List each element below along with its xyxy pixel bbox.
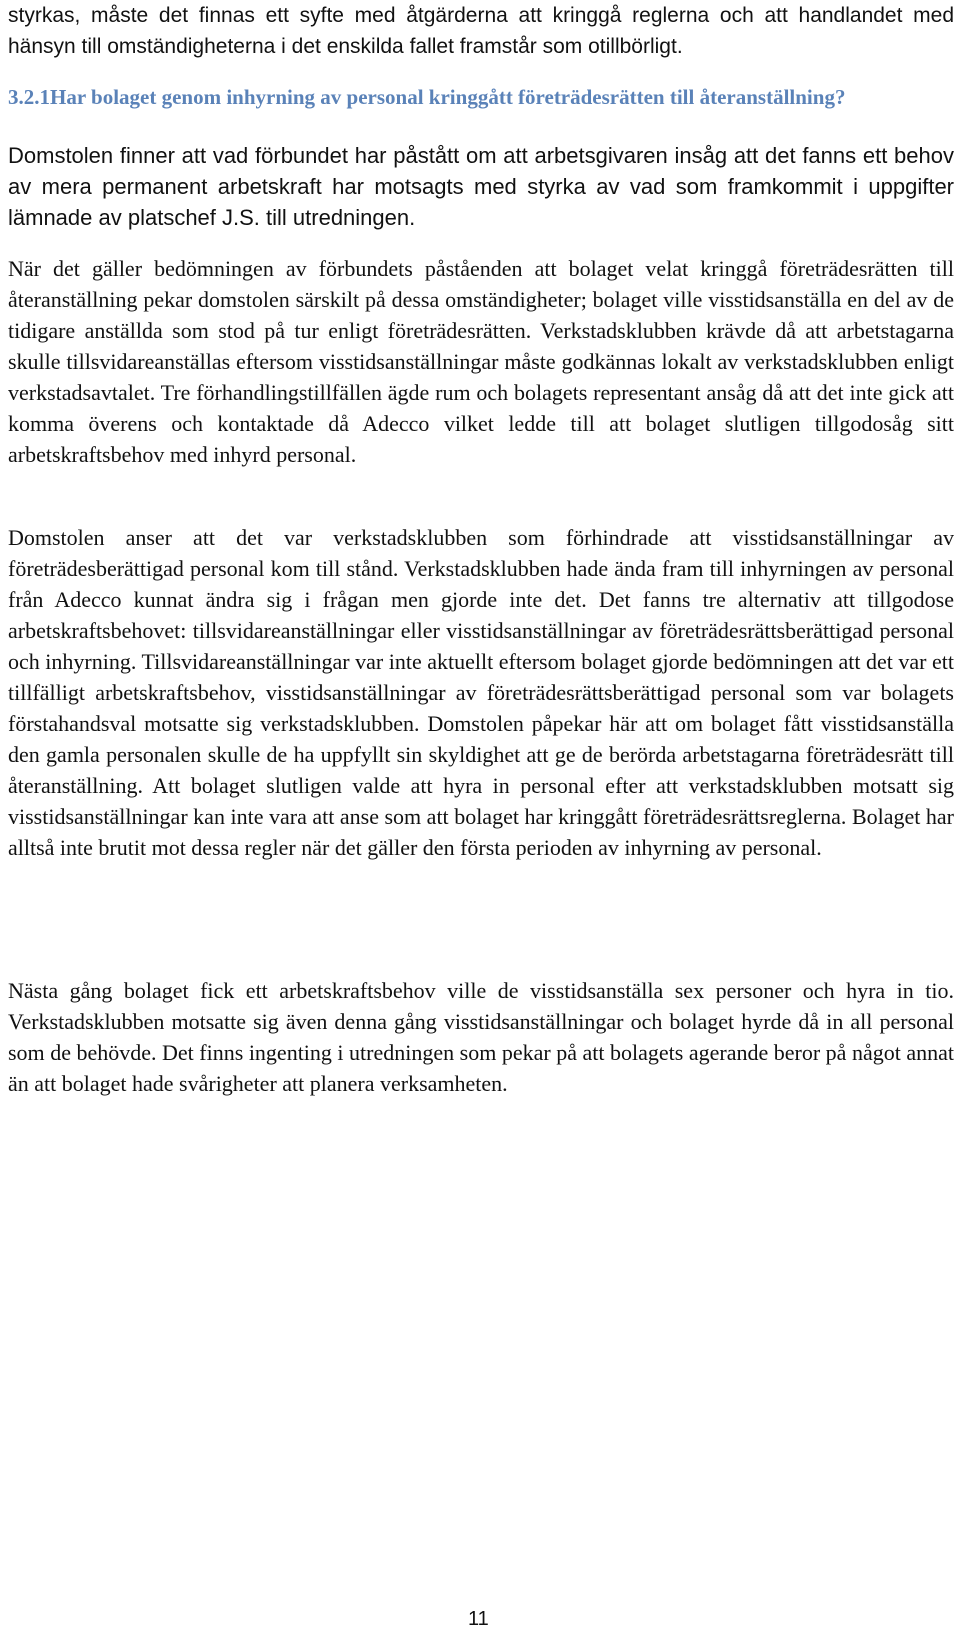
section-heading: 3.2.1Har bolaget genom inhyrning av personal kringgått företrädesrätten till återanställning? bbox=[8, 85, 846, 109]
page-number: 11 bbox=[468, 1608, 489, 1630]
paragraph-1: Domstolen finner att vad förbundet har påstått om att arbetsgivaren insåg att det fanns ett behov av mera permanent arbetskraft har motsagts med styrka av vad som framkommit i uppgifter lämnade av platschef J.S. till utredningen. bbox=[8, 143, 954, 230]
paragraph-4: Nästa gång bolaget fick ett arbetskraftsbehov ville de visstidsanställa sex personer och hyra in tio. Verkstadsklubben motsatte sig även denna gång visstidsanställningar och bolaget hyrde då in all personal som de behövde. Det finns ingenting i utredningen som pekar på att bolagets agerande beror på något annat än att bolaget hade svårigheter att planera verksamheten. bbox=[8, 978, 954, 1096]
paragraph-3: Domstolen anser att det var verkstadsklubben som förhindrade att visstidsanställningar av företrädesberättigad personal kom till stånd. Verkstadsklubben hade ända fram till inhyrningen av personal från Adecco kunnat ändra sig i frågan men gjorde inte det. Det fanns tre alternativ att tillgodose arbetskraftsbehovet: tillsvidareanställningar eller visstidsanställningar av företrädesrättsberättigad personal och inhyrning. Tillsvidareanställningar var inte aktuellt eftersom bolaget gjorde bedömningen att det var ett tillfälligt arbetskraftsbehov, visstidsanställningar av företrädesrättsberättigad personal som var bolagets förstahandsval motsatte sig verkstadsklubben. Domstolen påpekar här att om bolaget fått visstidsanställa den gamla personalen skulle de ha uppfyllt sin skyldighet att ge de berörda arbetstagarna företrädesrätt till återanställning. Att bolaget slutligen valde att hyra in personal efter att verkstadsklubben motsatt sig visstidsanställningar kan inte vara att anse som att bolaget har kringgått företrädesrättsreglerna. Bolaget har alltså inte brutit mot dessa regler när det gäller den första perioden av inhyrning av personal. bbox=[8, 525, 954, 860]
intro-paragraph: styrkas, måste det finnas ett syfte med åtgärderna att kringgå reglerna och att handlandet med hänsyn till omständigheterna i det enskilda fallet framstår som otillbörligt. bbox=[8, 4, 954, 58]
paragraph-2: När det gäller bedömningen av förbundets påståenden att bolaget velat kringgå företrädesrätten till återanställning pekar domstolen särskilt på dessa omständigheter; bolaget ville visstidsanställa en del av de tidigare anställda som stod på tur enligt företrädesrätten. Verkstadsklubben krävde då att arbetstagarna skulle tillsvidareanställas eftersom visstidsanställningar måste godkännas lokalt av verkstadsklubben enligt verkstadsavtalet. Tre förhandlingstillfällen ägde rum och bolagets representant ansåg då att det inte gick att komma överens och kontaktade då Adecco vilket ledde till att bolaget slutligen tillgodosåg sitt arbetskraftsbehov med inhyrd personal. bbox=[8, 256, 954, 467]
document-page bbox=[8, 0, 956, 1640]
